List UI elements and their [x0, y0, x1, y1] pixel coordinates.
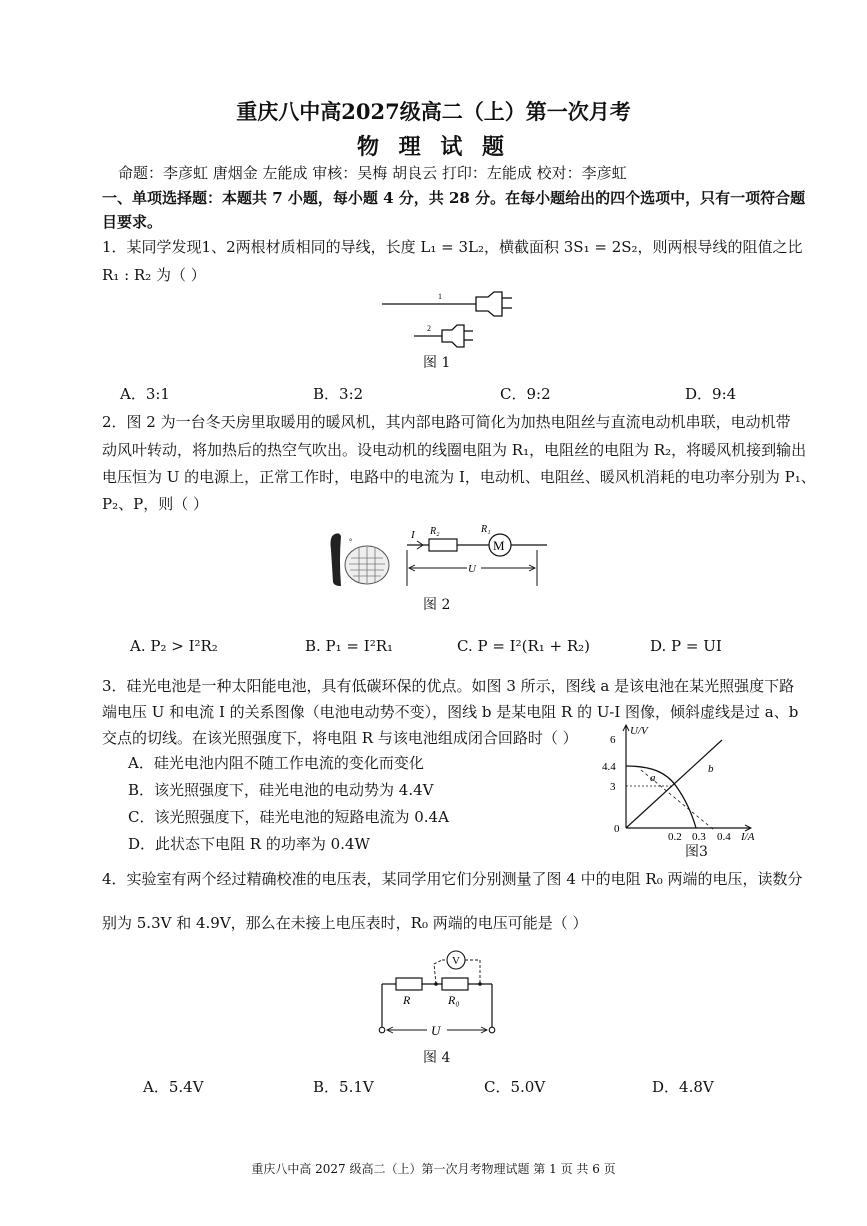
q2-stem-line2: 动风叶转动，将加热后的热空气吹出。设电动机的线圈电阻为 R₁，电阻丝的电阻为 R₂，将暖风机接到输出 — [102, 441, 807, 459]
figure-3-graph — [596, 722, 766, 857]
figure-4-circuit — [370, 944, 505, 1042]
figure-4-caption: 图 4 — [423, 1050, 451, 1066]
q2-option-c[interactable]: C. P = I²(R₁ + R₂) — [457, 637, 591, 655]
label-R: R — [403, 993, 411, 1007]
staff-line: 命题：李彦虹 唐烟金 左能成 审核：吴梅 胡良云 打印：左能成 校对：李彦虹 — [118, 164, 627, 182]
q3-stem-line3: 交点的切线。在该光照强度下，将电阻 R 与该电池组成闭合回路时（ ） — [102, 729, 578, 747]
exam-subject: 物 理 试 题 — [357, 134, 510, 160]
q3-option-b[interactable]: B．该光照强度下，硅光电池的电动势为 4.4V — [128, 781, 434, 799]
y-tick-4-4: 4.4 — [602, 761, 616, 773]
y-axis-label: U/V — [630, 725, 648, 737]
q4-option-a[interactable]: A．5.4V — [143, 1078, 204, 1096]
curve-a-label: a — [650, 772, 656, 784]
q4-option-b[interactable]: B．5.1V — [313, 1078, 374, 1096]
motor-label-M: M — [493, 538, 505, 553]
x-axis-label: I/A — [741, 831, 755, 843]
q3-option-d[interactable]: D．此状态下电阻 R 的功率为 0.4W — [128, 835, 370, 853]
q2-stem-line4: P₂、P，则（ ） — [102, 495, 208, 513]
wire-2-label: 2 — [427, 324, 431, 333]
current-label-I: I — [411, 529, 415, 541]
resistor-R — [396, 978, 422, 990]
q1-stem-line2: R₁ : R₂ 为（ ） — [102, 266, 206, 284]
q3-stem-line2: 端电压 U 和电流 I 的关系图像（电池电动势不变），图线 b 是某电阻 R 的 U-I 图像，倾斜虚线是过 a、b — [102, 703, 799, 721]
x-tick-0-2: 0.2 — [668, 831, 682, 843]
resistor-R0 — [442, 978, 468, 990]
q2-stem-line1: 2．图 2 为一台冬天房里取暖用的暖风机，其内部电路可简化为加热电阻丝与直流电动机串联，电动机带 — [102, 413, 791, 431]
svg-text:°: ° — [349, 537, 353, 546]
resistor-label-R2: R₂ — [430, 526, 440, 537]
label-U: U — [431, 1023, 441, 1038]
q4-option-d[interactable]: D．4.8V — [652, 1078, 714, 1096]
q2-option-d[interactable]: D. P = UI — [650, 637, 722, 655]
label-R0: R₀ — [448, 993, 460, 1007]
q1-option-d[interactable]: D．9:4 — [685, 385, 737, 403]
line-b-label: b — [708, 763, 714, 775]
page-footer: 重庆八中高 2027 级高二（上）第一次月考物理试题 第 1 页 共 6 页 — [251, 1162, 616, 1176]
origin-label: 0 — [614, 823, 620, 835]
section-heading-line1: 一、单项选择题：本题共 7 小题，每小题 4 分，共 28 分。在每小题给出的四个选项中，只有一项符合题 — [102, 189, 806, 207]
q4-stem-line2: 别为 5.3V 和 4.9V，那么在未接上电压表时，R₀ 两端的电压可能是（ ） — [102, 914, 588, 932]
wire-1-label: 1 — [438, 292, 442, 301]
voltage-label-U: U — [468, 563, 476, 575]
figure-3-caption: 图3 — [685, 844, 708, 860]
heating-resistor-R2 — [429, 539, 457, 551]
y-tick-6: 6 — [610, 734, 616, 746]
figure-1-caption: 图 1 — [423, 355, 451, 371]
q1-option-c[interactable]: C．9:2 — [500, 385, 551, 403]
figure-1-wires — [380, 288, 530, 358]
figure-2-caption: 图 2 — [423, 597, 451, 613]
q1-stem-line1: 1．某同学发现1、2两根材质相同的导线，长度 L₁ = 3L₂，横截面积 3S₁ = 2S₂，则两根导线的阻值之比 — [102, 238, 803, 256]
x-tick-0-4: 0.4 — [717, 831, 731, 843]
resistor-label-R1: R₁ — [481, 524, 491, 535]
figure-2-circuit — [325, 520, 555, 590]
line-b — [626, 740, 722, 828]
y-tick-3: 3 — [610, 781, 616, 793]
q3-option-c[interactable]: C．该光照强度下，硅光电池的短路电流为 0.4A — [128, 808, 449, 826]
x-tick-0-3: 0.3 — [692, 831, 706, 843]
section-heading-line2: 目要求。 — [102, 213, 163, 231]
q1-option-b[interactable]: B．3:2 — [313, 385, 364, 403]
q3-stem-line1: 3．硅光电池是一种太阳能电池，具有低碳环保的优点。如图 3 所示，图线 a 是该电池在某光照强度下路 — [102, 677, 795, 695]
heater-image — [331, 533, 390, 586]
q4-stem-line1: 4．实验室有两个经过精确校准的电压表，某同学用它们分别测量了图 4 中的电阻 R₀ 两端的电压，读数分 — [102, 870, 803, 888]
q4-option-c[interactable]: C．5.0V — [484, 1078, 546, 1096]
q1-option-a[interactable]: A．3:1 — [120, 385, 170, 403]
q3-option-a[interactable]: A．硅光电池内阻不随工作电流的变化而变化 — [128, 754, 424, 772]
voltmeter-label: V — [452, 955, 460, 967]
q2-option-a[interactable]: A. P₂ > I²R₂ — [130, 637, 218, 655]
q2-option-b[interactable]: B. P₁ = I²R₁ — [305, 637, 394, 655]
exam-title: 重庆八中高2027级高二（上）第一次月考 — [236, 99, 631, 124]
q2-stem-line3: 电压恒为 U 的电源上，正常工作时，电路中的电流为 I，电动机、电阻丝、暖风机消耗的电功率分别为 P₁、 — [102, 468, 816, 486]
